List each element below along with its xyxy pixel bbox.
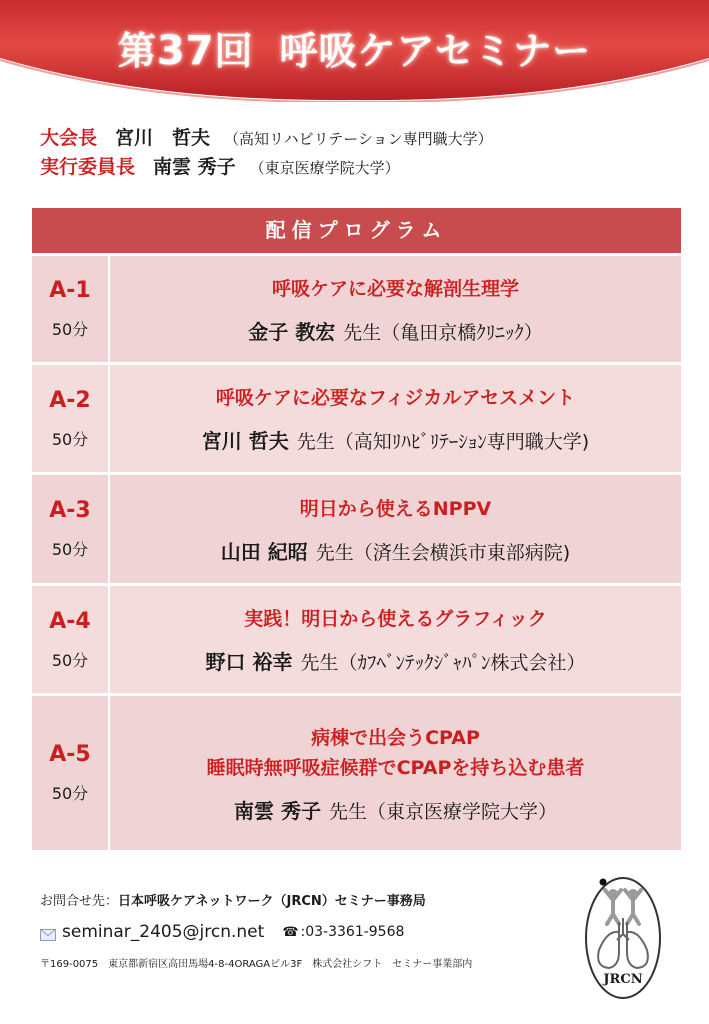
session-title: 呼吸ケアに必要な解剖生理学 <box>271 277 519 300</box>
session-duration: 50分 <box>51 650 89 670</box>
session-row <box>32 586 681 693</box>
speaker-name: 野口 裕幸 <box>205 650 293 674</box>
session-code: A-2 <box>49 387 91 413</box>
postal-address: 〒169-0075 東京都新宿区高田馬場4-8-4ORAGAビル3F 株式会社シフト セミナー事業部内 <box>40 959 473 970</box>
session-code: A-1 <box>49 278 91 303</box>
session-meta <box>32 696 110 850</box>
officer-affiliation: （東京医療学院大学） <box>249 159 400 177</box>
email-link[interactable]: seminar_2405@jrcn.net <box>62 922 265 942</box>
speaker-name: 宮川 哲夫 <box>201 429 289 453</box>
session-detail <box>110 696 681 850</box>
session-detail <box>110 475 681 583</box>
session-meta <box>32 475 110 583</box>
officer-president <box>40 124 493 153</box>
officer-name: 宮川 哲夫 <box>115 127 211 149</box>
officer-affiliation: （高知リハビリテーション専門職大学） <box>224 130 493 148</box>
speaker-affiliation: 先生（東京医療学院大学） <box>328 800 557 823</box>
session-code: A-4 <box>49 608 91 634</box>
session-code: A-3 <box>49 498 91 523</box>
speaker-affiliation: 先生（済生会横浜市東部病院) <box>315 541 571 564</box>
speaker-affiliation: 先生（高知ﾘﾊﾋﾞﾘﾃｰｼｮﾝ専門職大学) <box>296 431 590 453</box>
session-duration: 50分 <box>51 429 89 449</box>
session-speaker <box>248 316 542 345</box>
title-number: 37 <box>156 28 215 74</box>
session-duration: 50分 <box>51 784 89 803</box>
officer-name: 南雲 秀子 <box>153 156 236 178</box>
program-table <box>32 208 681 850</box>
session-duration: 50分 <box>51 540 89 559</box>
phone-number: :03-3361-9568 <box>300 924 405 940</box>
seminar-title <box>0 20 709 75</box>
session-title: 実践！明日から使えるグラフィック <box>244 608 547 630</box>
session-row <box>32 696 681 850</box>
session-title: 病棟で出会うCPAP <box>311 726 480 749</box>
title-suffix: 回 <box>214 29 254 73</box>
session-detail <box>110 256 681 362</box>
contact-line <box>40 890 426 909</box>
session-row <box>32 475 681 583</box>
officer-role: 大会長 <box>40 127 98 149</box>
session-meta <box>32 365 110 472</box>
speaker-affiliation: 先生（亀田京橋ｸﾘﾆｯｸ） <box>343 321 543 344</box>
session-speaker <box>221 536 570 565</box>
session-speaker <box>206 646 586 675</box>
session-row <box>32 256 681 362</box>
session-detail <box>110 586 681 693</box>
logo-text: JRCN <box>603 972 643 987</box>
session-subtitle: 睡眠時無呼吸症候群でCPAPを持ち込む患者 <box>206 756 585 779</box>
contact-label: お問合せ先： <box>40 894 119 909</box>
header-banner <box>0 0 709 102</box>
contact-organization: 日本呼吸ケアネットワーク（JRCN）セミナー事務局 <box>118 894 426 909</box>
session-speaker <box>234 795 557 824</box>
session-row <box>32 365 681 472</box>
session-title: 明日から使えるNPPV <box>299 497 492 520</box>
program-header: 配信プログラム <box>32 208 681 253</box>
session-meta <box>32 586 110 693</box>
officer-role: 実行委員長 <box>40 156 136 178</box>
title-prefix: 第 <box>117 29 157 73</box>
speaker-name: 金子 教宏 <box>248 319 336 344</box>
jrcn-logo <box>583 872 663 1002</box>
officer-committee-chair <box>40 153 493 182</box>
phone-icon: ☎ <box>282 924 299 940</box>
speaker-affiliation: 先生（ｶﾌﾍﾞﾝﾃｯｸｼﾞｬﾊﾟﾝ株式会社） <box>300 652 586 674</box>
contact-details <box>40 922 404 942</box>
session-speaker <box>202 425 589 454</box>
program-rows <box>32 256 681 850</box>
mail-icon <box>40 926 56 938</box>
title-main: 呼吸ケアセミナー <box>279 29 592 73</box>
session-duration: 50分 <box>51 320 89 339</box>
session-detail <box>110 365 681 472</box>
session-meta <box>32 256 110 362</box>
session-title: 呼吸ケアに必要なフィジカルアセスメント <box>215 387 576 409</box>
speaker-name: 山田 紀昭 <box>220 539 308 564</box>
officers <box>40 124 493 182</box>
speaker-name: 南雲 秀子 <box>234 798 321 823</box>
session-code: A-5 <box>49 742 91 767</box>
